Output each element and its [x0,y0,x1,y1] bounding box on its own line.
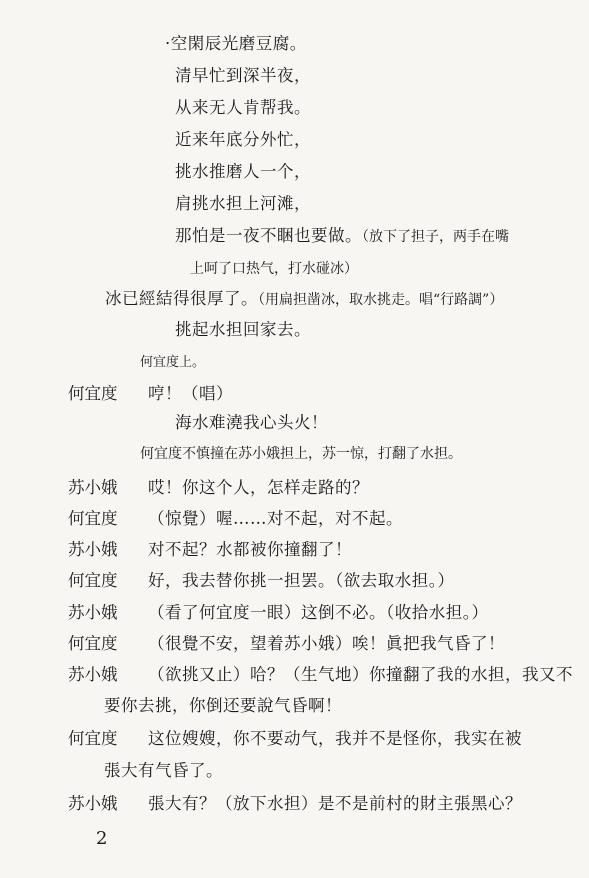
speaker-name: 何宜度 [68,729,118,748]
page-number: 2 [96,828,108,849]
dialogue-text: （看了何宜度一眼）这倒不必。（收拾水担。） [148,603,489,622]
speaker-name: 苏小娥 [68,794,118,813]
dialogue-text: 对不起？水都被你撞翻了！ [148,540,352,559]
dialogue-text: （欲挑又止）哈？（生气地）你撞翻了我的水担，我又不 [148,665,573,684]
speaker-name: 苏小娥 [68,478,118,497]
speaker-name: 何宜度 [68,384,118,403]
dialogue-text: （很覺不安，望着苏小娥）唉！眞把我气昏了！ [148,634,505,653]
verse-line: ·空閑辰光磨豆腐。 [165,34,307,53]
verse-line: 清早忙到深半夜， [175,66,311,85]
verse-line: 海水难澆我心头火！ [175,413,328,432]
dialogue-text: 張大有？（放下水担）是不是前村的財主張黑心？ [148,794,522,813]
verse-text: 冰已經結得很厚了。 [105,289,258,308]
stage-direction: （用扁担凿冰，取水挑走。唱“行路調”） [258,292,504,308]
stage-direction: 何宜度不慎撞在苏小娥担上，苏一惊，打翻了水担。 [140,446,462,462]
stage-direction: 何宜度上。 [140,355,206,370]
stage-direction: 上呵了口热气，打水碰冰） [190,261,358,277]
speaker-name: 何宜度 [68,634,118,653]
verse-line-with-direction [105,291,503,308]
verse-line: 挑水推磨人一个， [175,162,311,181]
dialogue-text: 好，我去替你挑一担罢。（欲去取水担。） [148,571,455,590]
verse-line: 近来年底分外忙， [175,130,311,149]
stage-direction: （放下了担子，两手在嘴 [362,229,509,245]
verse-line-with-direction [175,228,509,245]
dialogue-text: 哎！你这个人，怎样走路的？ [148,478,369,497]
verse-line: 从来无人肯帮我。 [175,98,311,117]
dialogue-text: 哼！（唱） [148,384,233,403]
speaker-name: 苏小娥 [68,665,118,684]
dialogue-text: 張大有气昏了。 [104,761,223,780]
speaker-name: 苏小娥 [68,603,118,622]
dialogue-text: （惊覺）喔……对不起，对不起。 [148,509,403,528]
speaker-name: 苏小娥 [68,540,118,559]
verse-line: 挑起水担回家去。 [175,320,311,339]
dialogue-text: 要你去挑，你倒还要說气昏啊！ [104,696,342,715]
verse-text: 那怕是一夜不睏也要做。 [175,226,362,245]
speaker-name: 何宜度 [68,571,118,590]
speaker-name: 何宜度 [68,509,118,528]
verse-line: 肩挑水担上河滩， [175,194,311,213]
dialogue-text: 这位嫂嫂，你不要动气，我并不是怪你，我实在被 [148,729,522,748]
